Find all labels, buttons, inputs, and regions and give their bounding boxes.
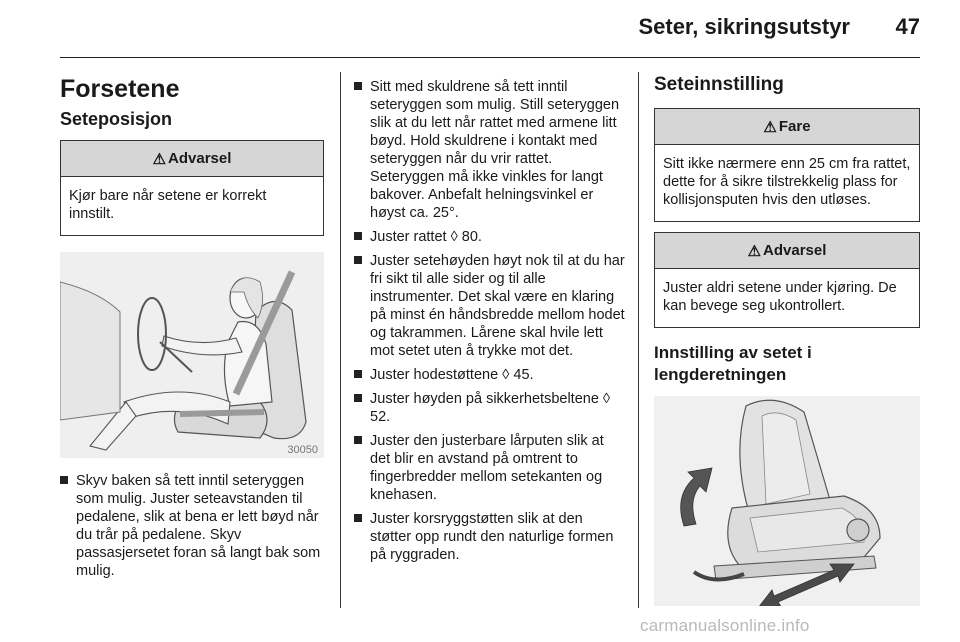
- bullet-icon: [354, 514, 362, 522]
- bullet-icon: [354, 256, 362, 264]
- column-divider: [340, 72, 341, 608]
- list-item: Juster hodestøttene ◊ 45.: [354, 366, 626, 384]
- subheading: Innstilling av setet i lengderetningen: [654, 343, 812, 384]
- column-left: [60, 60, 324, 586]
- bullet-list: [60, 472, 324, 580]
- section-title: Forsetene: [60, 75, 180, 103]
- page-number: 47: [895, 14, 920, 39]
- seat-adjustment-illustration: [654, 396, 920, 606]
- seating-position-illustration: [60, 252, 324, 458]
- figure-number: 30050: [287, 444, 318, 456]
- bullet-list: [354, 78, 626, 564]
- section-title: Seteinnstilling: [654, 74, 784, 95]
- list-item: Juster korsryggstøtten slik at den støtter opp rundt den naturlige formen på ryggraden.: [354, 510, 626, 564]
- header-title: Seter, sikringsutstyr: [638, 14, 850, 39]
- warning-title: Advarsel: [763, 242, 827, 259]
- watermark: carmanualsonline.info: [640, 616, 810, 635]
- bullet-icon: [354, 370, 362, 378]
- column-divider: [638, 72, 639, 608]
- list-item: Juster setehøyden høyt nok til at du har fri sikt til alle sider og til alle instrumenter. Det skal være en klaring på minst én håndsbredde mellom hodet og takrammen. Lårene skal hvile lett mot setet uten å trykke mot det.: [354, 252, 626, 360]
- warning-text: Kjør bare når setene er korrekt innstilt.: [69, 188, 267, 222]
- list-item: Sitt med skuldrene så tett inntil seteryggen som mulig. Still seteryggen slik at du lett når rattet med armene litt bøyd. Hold skuldrene i kontakt med seteryggen når du vrir rattet. Seteryggen må ikke vinkles for langt bakover. Anbefalt helningsvinkel er høyst ca. 25°.: [354, 78, 626, 222]
- danger-text: Sitt ikke nærmere enn 25 cm fra rattet, dette for å sikre tilstrekkelig plass for kollisjonsputen hvis den utløses.: [663, 156, 911, 208]
- column-right: [654, 60, 920, 606]
- list-item: Juster rattet ◊ 80.: [354, 228, 626, 246]
- danger-box-header: [655, 109, 919, 145]
- danger-title: Fare: [778, 118, 811, 135]
- warning-triangle-icon: ⚠: [763, 118, 777, 136]
- warning-box: [60, 140, 324, 236]
- subheading: Seteposisjon: [60, 109, 173, 129]
- warning-text: Juster aldri setene under kjøring. De kan bevege seg ukontrollert.: [663, 280, 897, 314]
- danger-box: [654, 108, 920, 222]
- driver-seat-drawing: [60, 252, 324, 458]
- warning-triangle-icon: ⚠: [747, 242, 762, 260]
- column-middle: [354, 78, 626, 570]
- bullet-icon: [354, 82, 362, 90]
- seat-lever-drawing: [654, 396, 920, 606]
- warning-title: Advarsel: [168, 150, 232, 167]
- warning-box-header: [655, 233, 919, 269]
- list-item: Juster høyden på sikkerhetsbeltene ◊ 52.: [354, 390, 626, 426]
- warning-triangle-icon: ⚠: [152, 150, 167, 168]
- page-header: [60, 0, 920, 58]
- warning-box-header: [61, 141, 323, 177]
- list-item: Juster den justerbare lårputen slik at det blir en avstand på omtrent to fingerbredder mellom setekanten og knehasen.: [354, 432, 626, 504]
- bullet-icon: [354, 436, 362, 444]
- bullet-icon: [354, 232, 362, 240]
- bullet-icon: [354, 394, 362, 402]
- bullet-icon: [60, 476, 68, 484]
- list-item: Skyv baken så tett inntil seteryggen som mulig. Juster seteavstanden til pedalene, slik at bena er lett bøyd når du trår på pedalene. Skyv passasjersetet foran så langt bak som mulig.: [60, 472, 324, 580]
- warning-box: [654, 232, 920, 328]
